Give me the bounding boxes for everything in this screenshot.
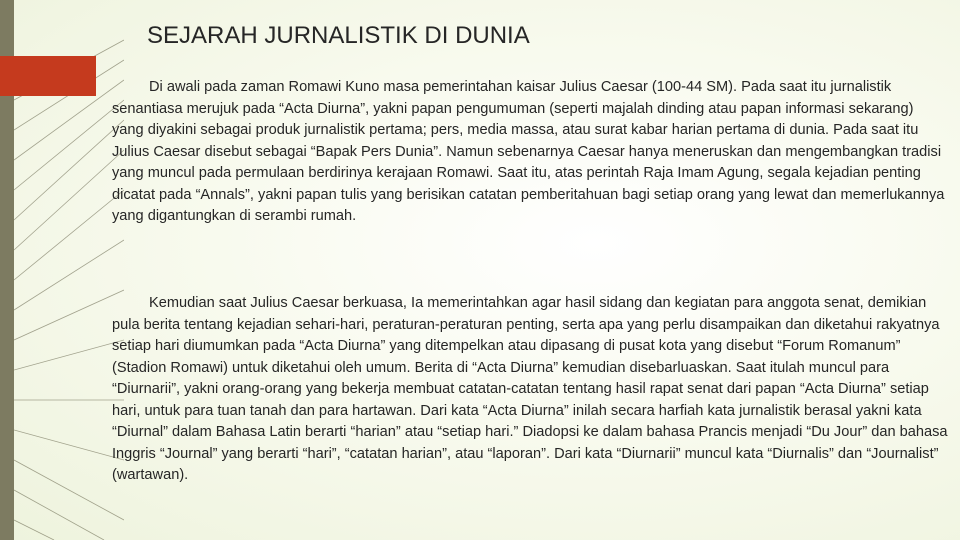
accent-tab [0, 56, 96, 96]
paragraph-2: Kemudian saat Julius Caesar berkuasa, Ia memerintahkan agar hasil sidang dan kegiatan para anggota senat, demikian pula berita tentang kejadian sehari-hari, peraturan-peraturan penting, serta apa yang perlu disampaikan dan diketahui rakyatnya setiap hari diumumkan pada “Acta Diurna” yang ditempelkan atau dipasang di pusat kota yang disebut “Forum Romanum” (Stadion Romawi) untuk diketahui oleh umum. Berita di “Acta Diurna” kemudian disebarluaskan. Saat itulah muncul para “Diurnarii”, yakni orang-orang yang bekerja membuat catatan-catatan tentang hasil rapat senat dari papan “Acta Diurna” setiap hari, untuk para tuan tanah dan para hartawan. Dari kata “Acta Diurna” inilah secara harfiah kata jurnalistik berasal yakni kata “Diurnal” dalam Bahasa Latin berarti “harian” atau “setiap hari.” Diadopsi ke dalam bahasa Prancis menjadi “Du Jour” dan bahasa Inggris “Journal” yang berarti “hari”, “catatan harian”, atau “laporan”. Dari kata “Diurnarii” muncul kata “Diurnalis” dan “Journalist” (wartawan). [112, 295, 948, 483]
slide-title: SEJARAH JURNALISTIK DI DUNIA [147, 22, 530, 49]
paragraph-1: Di awali pada zaman Romawi Kuno masa pemerintahan kaisar Julius Caesar (100-44 SM). Pada saat itu jurnalistik senantiasa merujuk pada “Acta Diurna”, yakni papan pengumuman (seperti majalah dinding atau papan informasi sekarang) yang diyakini sebagai produk jurnalistik pertama; pers, media massa, atau surat kabar harian pertama di dunia. Pada saat itu Julius Caesar disebut sebagai “Bapak Pers Dunia”. Namun sebenarnya Caesar hanya meneruskan dan mengembangkan tradisi yang muncul pada permulaan berdirinya kerajaan Romawi. Saat itu, atas perintah Raja Imam Agung, segala kejadian penting dicatat pada “Annals”, yakni papan tulis yang berisikan catatan pemberitahuan bagi setiap orang yang lewat dan memerlukannya yang digantungkan di serambi rumah. [112, 79, 945, 224]
